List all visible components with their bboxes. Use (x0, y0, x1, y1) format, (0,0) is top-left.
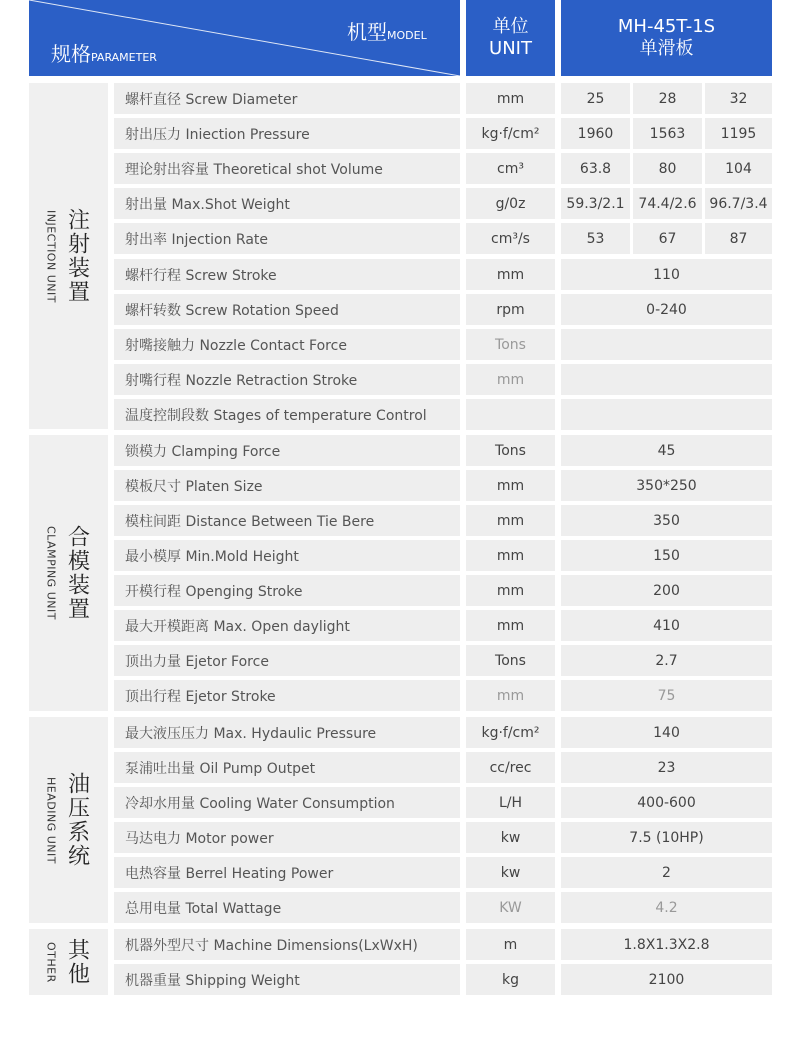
value-cell: 104 (705, 153, 772, 184)
value-cell: 67 (633, 223, 702, 254)
model-label-zh: 机型 (347, 20, 387, 44)
value-cell: 59.3/2.1 (561, 188, 630, 219)
unit-cell: Tons (466, 435, 555, 466)
parameter-name: 射出压力 Iniection Pressure (114, 118, 460, 149)
parameter-name: 总用电量 Total Wattage (114, 892, 460, 923)
category-heading-unit (29, 717, 108, 923)
model-label (347, 16, 427, 45)
unit-cell: g/0z (466, 188, 555, 219)
header-spec-model (561, 0, 772, 76)
unit-cell: mm (466, 83, 555, 114)
value-cell: 80 (633, 153, 702, 184)
parameter-name: 模柱间距 Distance Between Tie Bere (114, 505, 460, 536)
category-other (29, 929, 108, 995)
value-cell: 1960 (561, 118, 630, 149)
header-unit (466, 0, 555, 76)
value-cell: 4.2 (561, 892, 772, 923)
unit-cell: cm³/s (466, 223, 555, 254)
unit-cell: mm (466, 610, 555, 641)
unit-cell: kw (466, 857, 555, 888)
unit-cell: rpm (466, 294, 555, 325)
unit-cell: mm (466, 540, 555, 571)
value-cell: 32 (705, 83, 772, 114)
category-injection-unit (29, 83, 108, 429)
value-cell: 2 (561, 857, 772, 888)
parameter-name: 温度控制段数 Stages of temperature Control (114, 399, 460, 430)
value-cell: 350 (561, 505, 772, 536)
value-cell: 74.4/2.6 (633, 188, 702, 219)
unit-cell: kg·f/cm² (466, 717, 555, 748)
unit-cell: Tons (466, 645, 555, 676)
value-cell: 410 (561, 610, 772, 641)
value-cell: 350*250 (561, 470, 772, 501)
value-cell: 200 (561, 575, 772, 606)
unit-cell: mm (466, 364, 555, 395)
category-label-en: HEADING UNIT (44, 776, 58, 864)
unit-label-zh: 单位 (492, 16, 529, 37)
parameter-name: 射嘴行程 Nozzle Retraction Stroke (114, 364, 460, 395)
parameter-name: 螺杆行程 Screw Stroke (114, 259, 460, 290)
value-cell: 87 (705, 223, 772, 254)
value-cell: 110 (561, 259, 772, 290)
parameter-label (51, 38, 157, 67)
category-clamping-unit (29, 435, 108, 711)
unit-cell: m (466, 929, 555, 960)
value-cell (561, 329, 772, 360)
model-label-en: MODEL (387, 29, 427, 42)
parameter-name: 机器外型尺寸 Machine Dimensions(LxWxH) (114, 929, 460, 960)
category-label-en: INJECTION UNIT (44, 209, 58, 303)
parameter-name: 最小模厚 Min.Mold Height (114, 540, 460, 571)
parameter-label-en: PARAMETER (91, 51, 157, 64)
value-cell (561, 399, 772, 430)
parameter-name: 模板尺寸 Platen Size (114, 470, 460, 501)
parameter-name: 开模行程 Openging Stroke (114, 575, 460, 606)
unit-label-en: UNIT (489, 38, 532, 59)
value-cell: 63.8 (561, 153, 630, 184)
category-label-zh: 油压系统 (64, 772, 90, 868)
value-cell: 96.7/3.4 (705, 188, 772, 219)
parameter-name: 射嘴接触力 Nozzle Contact Force (114, 329, 460, 360)
spec-model-variant: 单滑板 (639, 38, 694, 59)
category-label-en: OTHER (44, 941, 58, 983)
value-cell: 25 (561, 83, 630, 114)
parameter-name: 冷却水用量 Cooling Water Consumption (114, 787, 460, 818)
value-cell: 150 (561, 540, 772, 571)
parameter-name: 射出量 Max.Shot Weight (114, 188, 460, 219)
parameter-label-zh: 规格 (51, 42, 91, 66)
value-cell: 2100 (561, 964, 772, 995)
unit-cell: mm (466, 575, 555, 606)
parameter-name: 最大液压压力 Max. Hydaulic Pressure (114, 717, 460, 748)
parameter-name: 顶出行程 Ejetor Stroke (114, 680, 460, 711)
value-cell: 75 (561, 680, 772, 711)
unit-cell: kw (466, 822, 555, 853)
value-cell (561, 364, 772, 395)
parameter-name: 射出率 Injection Rate (114, 223, 460, 254)
parameter-name: 泵浦吐出量 Oil Pump Outpet (114, 752, 460, 783)
value-cell: 140 (561, 717, 772, 748)
unit-cell: cm³ (466, 153, 555, 184)
parameter-name: 电热容量 Berrel Heating Power (114, 857, 460, 888)
category-label-zh: 合模装置 (64, 525, 90, 621)
parameter-name: 顶出力量 Ejetor Force (114, 645, 460, 676)
value-cell: 1.8X1.3X2.8 (561, 929, 772, 960)
unit-cell: kg·f/cm² (466, 118, 555, 149)
unit-cell: mm (466, 470, 555, 501)
value-cell: 400-600 (561, 787, 772, 818)
value-cell: 2.7 (561, 645, 772, 676)
value-cell: 28 (633, 83, 702, 114)
parameter-name: 锁模力 Clamping Force (114, 435, 460, 466)
value-cell: 7.5 (10HP) (561, 822, 772, 853)
parameter-name: 马达电力 Motor power (114, 822, 460, 853)
unit-cell: mm (466, 680, 555, 711)
unit-cell: KW (466, 892, 555, 923)
value-cell: 1563 (633, 118, 702, 149)
unit-cell: L/H (466, 787, 555, 818)
value-cell: 1195 (705, 118, 772, 149)
category-label-zh: 注射装置 (64, 208, 90, 304)
unit-cell: Tons (466, 329, 555, 360)
unit-cell: mm (466, 259, 555, 290)
category-label-en: CLAMPING UNIT (44, 526, 58, 620)
parameter-name: 螺杆直径 Screw Diameter (114, 83, 460, 114)
unit-cell (466, 399, 555, 430)
spec-model-name: MH-45T-1S (617, 16, 716, 37)
value-cell: 23 (561, 752, 772, 783)
parameter-name: 机器重量 Shipping Weight (114, 964, 460, 995)
parameter-name: 螺杆转数 Screw Rotation Speed (114, 294, 460, 325)
value-cell: 53 (561, 223, 630, 254)
header-parameter-model (29, 0, 460, 76)
value-cell: 45 (561, 435, 772, 466)
value-cell: 0-240 (561, 294, 772, 325)
parameter-name: 最大开模距离 Max. Open daylight (114, 610, 460, 641)
unit-cell: cc/rec (466, 752, 555, 783)
unit-cell: mm (466, 505, 555, 536)
unit-cell: kg (466, 964, 555, 995)
category-label-zh: 其他 (64, 938, 90, 986)
parameter-name: 理论射出容量 Theoretical shot Volume (114, 153, 460, 184)
